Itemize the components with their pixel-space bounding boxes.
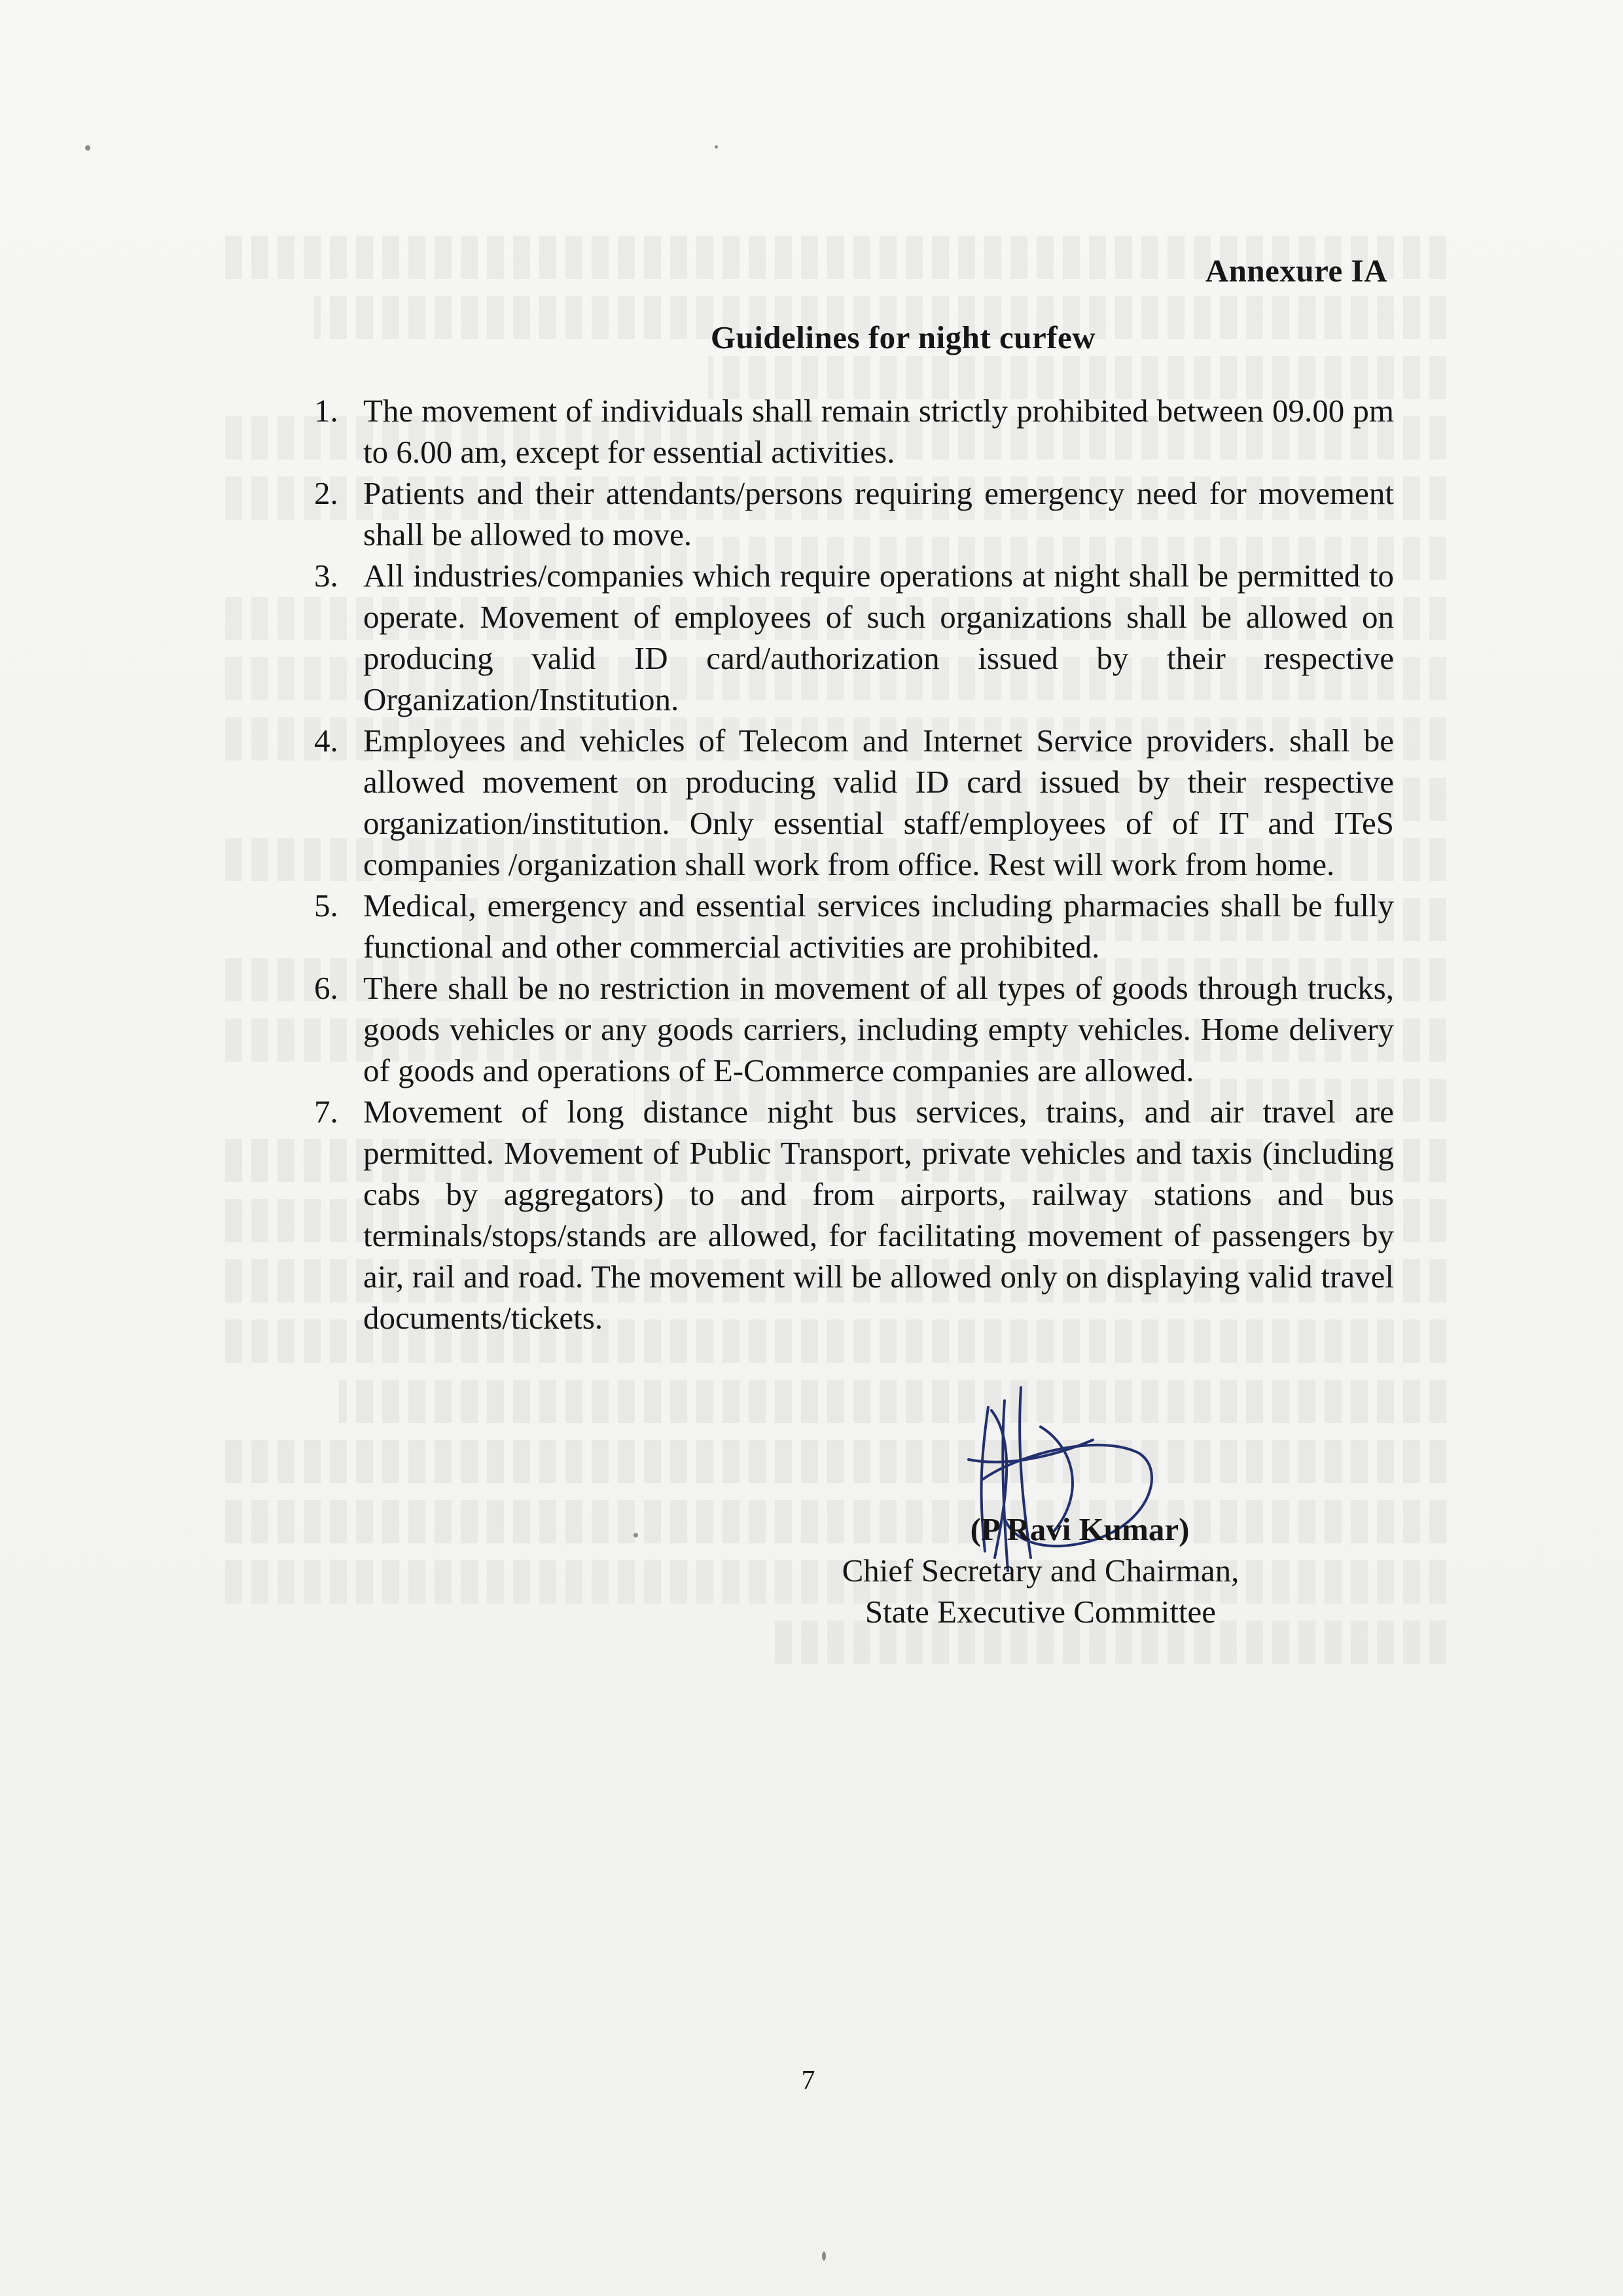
guidelines-list (314, 390, 1394, 1338)
guideline-text: All industries/companies which require operations at night shall be permitted to operate. Movement of employees of such organizations shall be allowed on producing valid ID card/authorization issued by their respective Organization/Institution. (363, 558, 1394, 717)
scan-speck (715, 145, 718, 149)
guideline-item (314, 473, 1394, 555)
guideline-text: The movement of individuals shall remain strictly prohibited between 09.00 pm to 6.00 am, except for essential activities. (363, 393, 1394, 470)
guideline-number: 4. (314, 723, 338, 759)
guideline-text: Employees and vehicles of Telecom and Internet Service providers. shall be allowed movement on producing valid ID card issued by their respective organization/institution. Only essential staff/employees of of IT and ITeS companies /organization shall work from office. Rest will work from home. (363, 723, 1394, 882)
guideline-item (314, 555, 1394, 720)
annexure-label: Annexure IA (1205, 253, 1387, 289)
guideline-text: Movement of long distance night bus services, trains, and air travel are permitted. Movement of Public Transport, private vehicles and taxis (including cabs by aggregators) to and from airports, railway stations and bus terminals/stops/stands are allowed, for facilitating movement of passengers by air, rail and road. The movement will be allowed only on displaying valid travel documents/tickets. (363, 1094, 1394, 1336)
scan-speck (85, 145, 90, 151)
guideline-number: 1. (314, 393, 338, 429)
guideline-item (314, 1091, 1394, 1338)
guideline-item (314, 967, 1394, 1091)
scan-speck (822, 2251, 826, 2261)
guideline-number: 6. (314, 970, 338, 1006)
page-number: 7 (801, 2066, 815, 2096)
signatory-committee: State Executive Committee (865, 1594, 1217, 1630)
guideline-text: There shall be no restriction in movement of all types of goods through trucks, goods vehicles or any goods carriers, including empty vehicles. Home delivery of goods and operations of E-Commerce companies are allowed. (363, 970, 1394, 1088)
page-title: Guidelines for night curfew (710, 319, 1096, 355)
guideline-item (314, 390, 1394, 473)
guideline-item (314, 885, 1394, 967)
signatory-designation: Chief Secretary and Chairman, (842, 1552, 1240, 1588)
guideline-number: 5. (314, 888, 338, 924)
signature-block (812, 1509, 1270, 1632)
guideline-number: 3. (314, 558, 338, 594)
guideline-text: Medical, emergency and essential services including pharmacies shall be fully functional and other commercial activities are prohibited. (363, 888, 1394, 965)
guideline-number: 7. (314, 1094, 338, 1130)
guideline-item (314, 720, 1394, 885)
signatory-name: (P Ravi Kumar) (970, 1511, 1190, 1547)
scan-speck (633, 1533, 638, 1537)
guideline-number: 2. (314, 475, 338, 511)
guideline-text: Patients and their attendants/persons requiring emergency need for movement shall be allowed to move. (363, 475, 1394, 552)
